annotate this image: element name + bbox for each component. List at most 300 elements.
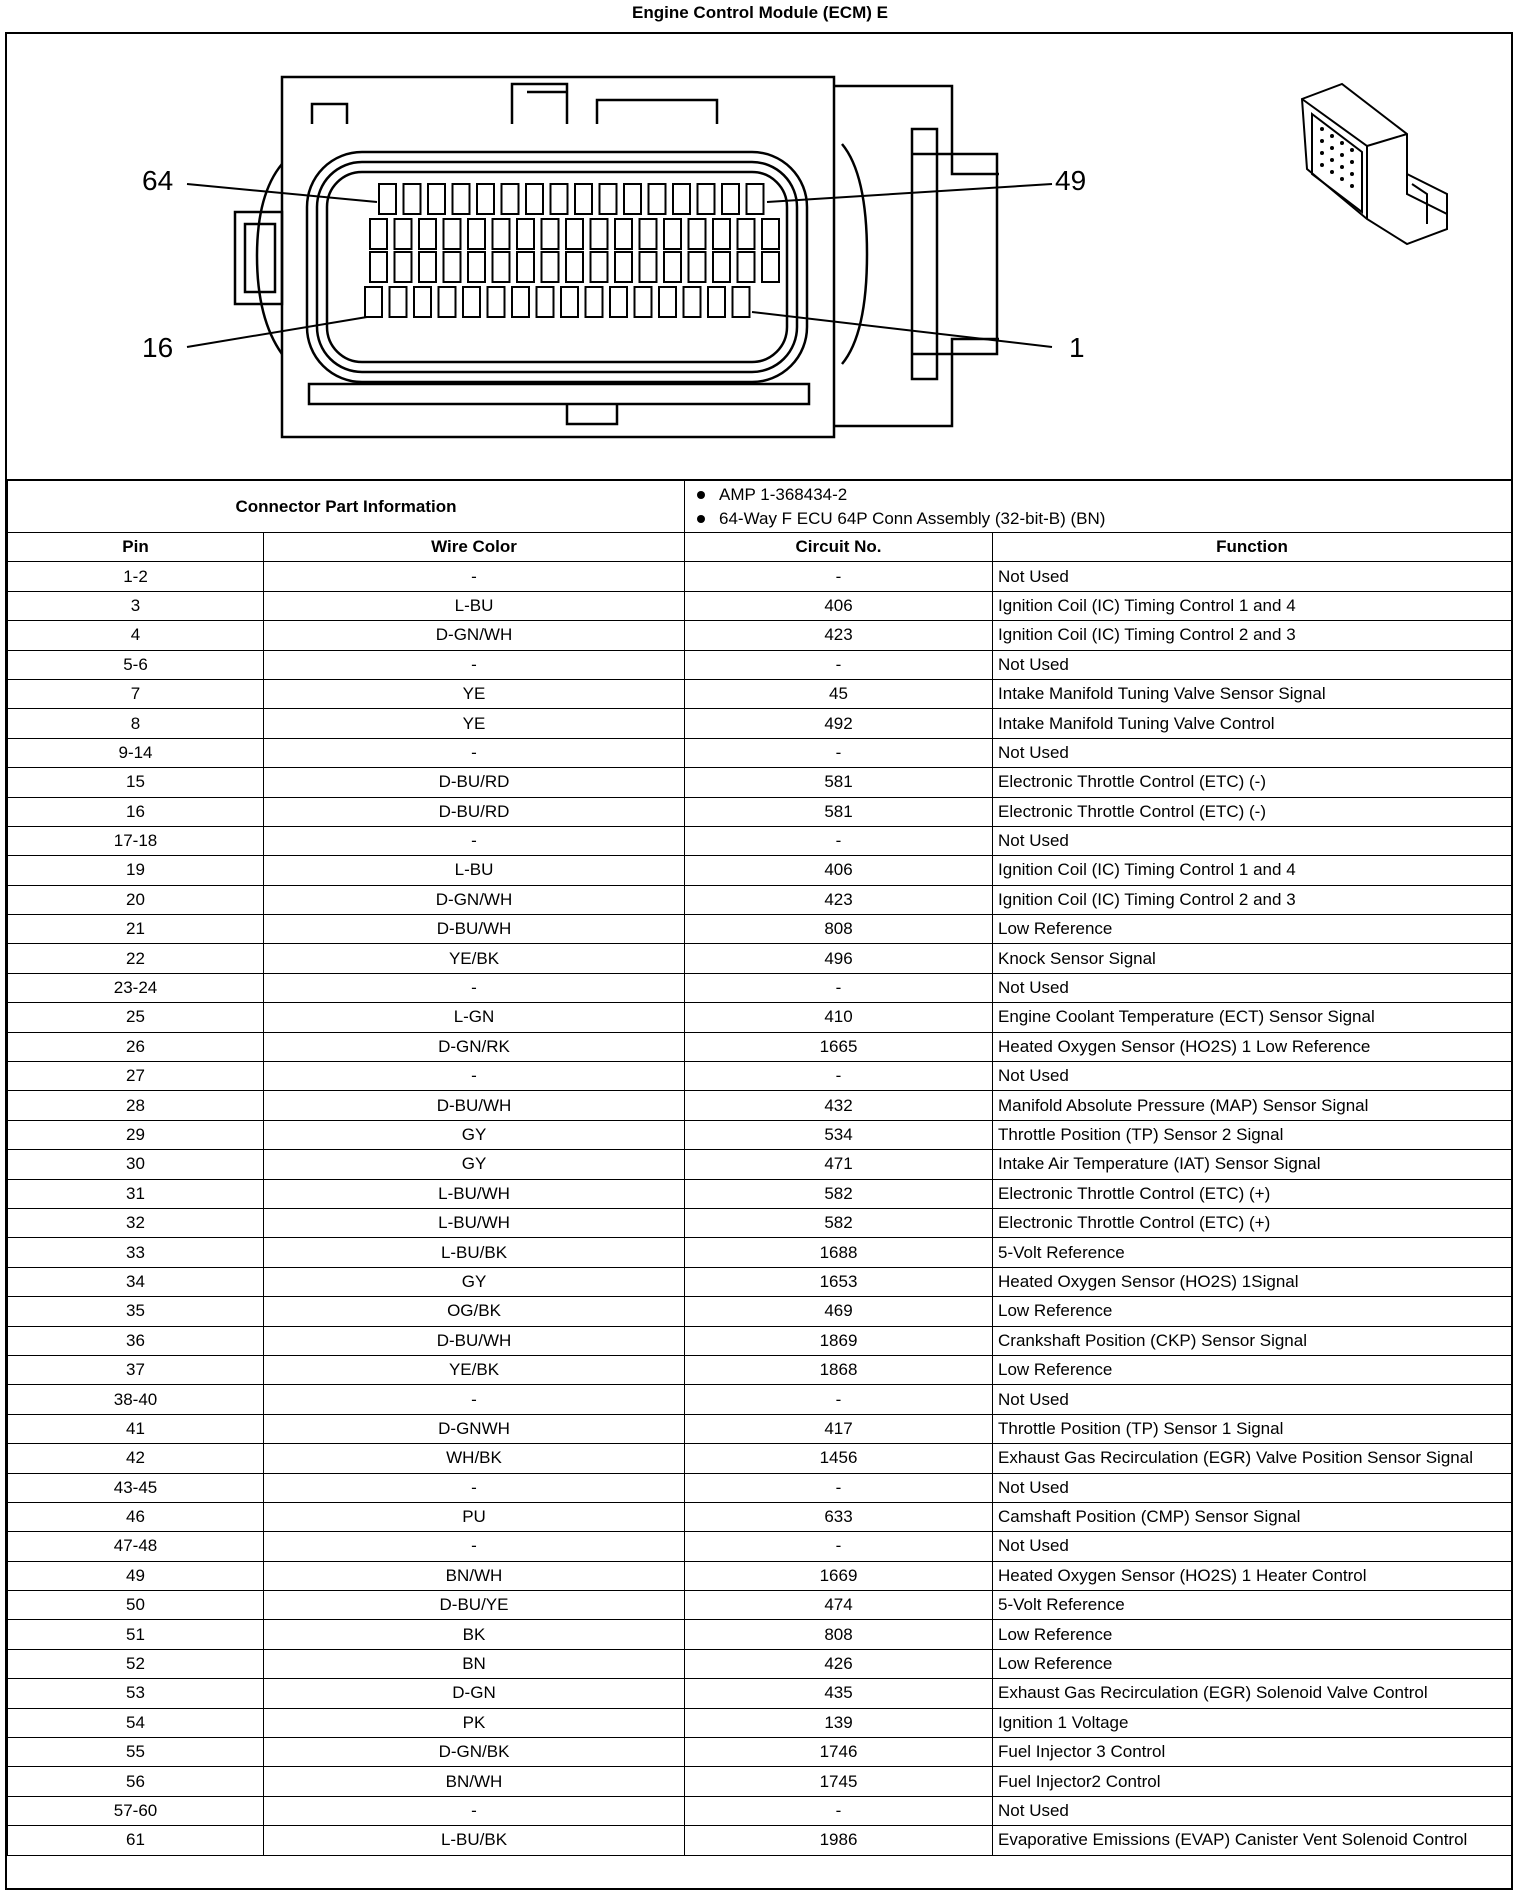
connector-info-item: 64-Way F ECU 64P Conn Assembly (32-bit-B) (BN) <box>697 507 1511 531</box>
pin-cavity <box>600 184 617 214</box>
circuit-cell: 808 <box>685 915 993 944</box>
connector-info-label: Connector Part Information <box>8 481 685 533</box>
function-cell: Not Used <box>993 973 1512 1002</box>
pin-cell: 55 <box>8 1738 264 1767</box>
function-cell: Camshaft Position (CMP) Sensor Signal <box>993 1502 1512 1531</box>
function-cell: Low Reference <box>993 915 1512 944</box>
circuit-cell: 426 <box>685 1649 993 1678</box>
pin-cell: 9-14 <box>8 738 264 767</box>
function-cell: 5-Volt Reference <box>993 1591 1512 1620</box>
circuit-cell: - <box>685 1532 993 1561</box>
table-row <box>8 1062 1512 1091</box>
table-row <box>8 944 1512 973</box>
table-row <box>8 1238 1512 1267</box>
connector-info-item: AMP 1-368434-2 <box>697 483 1511 507</box>
header-function: Function <box>993 533 1512 562</box>
pin-cavity <box>493 219 510 249</box>
function-cell: Intake Air Temperature (IAT) Sensor Signal <box>993 1150 1512 1179</box>
pin-cell: 30 <box>8 1150 264 1179</box>
wire-color-cell: BN/WH <box>264 1767 685 1796</box>
pin-cell: 16 <box>8 797 264 826</box>
wire-color-cell: D-GN/BK <box>264 1738 685 1767</box>
pin-cavity <box>762 219 779 249</box>
function-cell: Ignition Coil (IC) Timing Control 2 and 3 <box>993 885 1512 914</box>
connector-face-drawing <box>7 34 1511 479</box>
pin-cavity <box>395 252 412 282</box>
pin-cavity <box>747 184 764 214</box>
pin-cell: 20 <box>8 885 264 914</box>
connector-iso-thumbnail <box>1302 84 1447 244</box>
pin-cavity <box>713 252 730 282</box>
circuit-cell: 1456 <box>685 1444 993 1473</box>
pin-cavity <box>502 184 519 214</box>
wire-color-cell: GY <box>264 1150 685 1179</box>
table-row <box>8 1767 1512 1796</box>
pin-cell: 53 <box>8 1679 264 1708</box>
connector-diagram <box>7 34 1511 480</box>
wire-color-cell: OG/BK <box>264 1297 685 1326</box>
function-cell: 5-Volt Reference <box>993 1238 1512 1267</box>
pin-cavity <box>370 252 387 282</box>
pin-label-49: 49 <box>1055 165 1087 196</box>
pin-cavity <box>684 287 701 317</box>
pin-cavity <box>537 287 554 317</box>
circuit-cell: 582 <box>685 1179 993 1208</box>
function-cell: Throttle Position (TP) Sensor 1 Signal <box>993 1414 1512 1443</box>
table-row <box>8 1297 1512 1326</box>
table-row <box>8 826 1512 855</box>
pin-cavity <box>512 287 529 317</box>
function-cell: Not Used <box>993 650 1512 679</box>
pin-cavity <box>379 184 396 214</box>
pin-cavity <box>635 287 652 317</box>
pin-cavity <box>395 219 412 249</box>
pin-cell: 31 <box>8 1179 264 1208</box>
pin-cavity <box>453 184 470 214</box>
wire-color-cell: - <box>264 738 685 767</box>
table-row <box>8 1591 1512 1620</box>
function-cell: Not Used <box>993 1062 1512 1091</box>
table-row <box>8 591 1512 620</box>
table-row <box>8 650 1512 679</box>
table-row <box>8 1532 1512 1561</box>
wire-color-cell: BN/WH <box>264 1561 685 1590</box>
wire-color-cell: L-BU/BK <box>264 1826 685 1855</box>
pin-cavity <box>428 184 445 214</box>
function-cell: Electronic Throttle Control (ETC) (-) <box>993 797 1512 826</box>
pin-cavity <box>624 184 641 214</box>
function-cell: Exhaust Gas Recirculation (EGR) Solenoid Valve Control <box>993 1679 1512 1708</box>
circuit-cell: 471 <box>685 1150 993 1179</box>
pin-cell: 36 <box>8 1326 264 1355</box>
pin-cell: 49 <box>8 1561 264 1590</box>
pin-cavity <box>468 252 485 282</box>
circuit-cell: 469 <box>685 1297 993 1326</box>
function-cell: Ignition Coil (IC) Timing Control 1 and 4 <box>993 591 1512 620</box>
pin-cell: 34 <box>8 1267 264 1296</box>
function-cell: Heated Oxygen Sensor (HO2S) 1 Heater Control <box>993 1561 1512 1590</box>
function-cell: Not Used <box>993 1796 1512 1825</box>
pin-cell: 52 <box>8 1649 264 1678</box>
circuit-cell: 492 <box>685 709 993 738</box>
wire-color-cell: - <box>264 973 685 1002</box>
table-row <box>8 1502 1512 1531</box>
circuit-cell: 474 <box>685 1591 993 1620</box>
wire-color-cell: - <box>264 650 685 679</box>
circuit-cell: 139 <box>685 1708 993 1737</box>
header-pin: Pin <box>8 533 264 562</box>
wire-color-cell: - <box>264 826 685 855</box>
circuit-cell: 435 <box>685 1679 993 1708</box>
pin-cell: 38-40 <box>8 1385 264 1414</box>
wire-color-cell: D-BU/RD <box>264 768 685 797</box>
pin-cavity <box>664 219 681 249</box>
function-cell: Crankshaft Position (CKP) Sensor Signal <box>993 1326 1512 1355</box>
pin-cavity <box>370 219 387 249</box>
function-cell: Not Used <box>993 1385 1512 1414</box>
header-circuit: Circuit No. <box>685 533 993 562</box>
function-cell: Low Reference <box>993 1649 1512 1678</box>
pin-cell: 56 <box>8 1767 264 1796</box>
circuit-cell: 1669 <box>685 1561 993 1590</box>
pin-cavity <box>419 252 436 282</box>
wire-color-cell: WH/BK <box>264 1444 685 1473</box>
table-row <box>8 885 1512 914</box>
circuit-cell: 633 <box>685 1502 993 1531</box>
circuit-cell: 1665 <box>685 1032 993 1061</box>
pin-cell: 17-18 <box>8 826 264 855</box>
table-row <box>8 1179 1512 1208</box>
function-cell: Fuel Injector2 Control <box>993 1767 1512 1796</box>
pin-cell: 15 <box>8 768 264 797</box>
pin-table <box>7 480 1512 1856</box>
function-cell: Engine Coolant Temperature (ECT) Sensor Signal <box>993 1003 1512 1032</box>
pin-cell: 50 <box>8 1591 264 1620</box>
pin-cell: 35 <box>8 1297 264 1326</box>
pin-cavity <box>698 184 715 214</box>
circuit-cell: 1868 <box>685 1355 993 1384</box>
pin-cell: 22 <box>8 944 264 973</box>
wire-color-cell: D-GN/RK <box>264 1032 685 1061</box>
pin-cavity <box>659 287 676 317</box>
pin-cavity <box>419 219 436 249</box>
function-cell: Not Used <box>993 738 1512 767</box>
function-cell: Knock Sensor Signal <box>993 944 1512 973</box>
table-row <box>8 797 1512 826</box>
circuit-cell: 582 <box>685 1208 993 1237</box>
pin-cavity-grid <box>365 184 779 317</box>
pin-cavity <box>708 287 725 317</box>
function-cell: Intake Manifold Tuning Valve Sensor Signal <box>993 679 1512 708</box>
wire-color-cell: L-BU <box>264 591 685 620</box>
pin-cell: 57-60 <box>8 1796 264 1825</box>
bullet-icon <box>697 491 705 499</box>
pin-cell: 21 <box>8 915 264 944</box>
circuit-cell: - <box>685 1385 993 1414</box>
circuit-cell: 1986 <box>685 1826 993 1855</box>
pin-cavity <box>542 252 559 282</box>
pin-cavity <box>468 219 485 249</box>
wire-color-cell: D-BU/RD <box>264 797 685 826</box>
pin-cavity <box>390 287 407 317</box>
circuit-cell: 1688 <box>685 1238 993 1267</box>
wire-color-cell: D-GN/WH <box>264 621 685 650</box>
pin-cavity <box>542 219 559 249</box>
function-cell: Intake Manifold Tuning Valve Control <box>993 709 1512 738</box>
table-row <box>8 1355 1512 1384</box>
pin-cavity <box>575 184 592 214</box>
circuit-cell: - <box>685 738 993 767</box>
pin-cavity <box>733 287 750 317</box>
wire-color-cell: GY <box>264 1120 685 1149</box>
circuit-cell: 1745 <box>685 1767 993 1796</box>
pin-cell: 41 <box>8 1414 264 1443</box>
wire-color-cell: PK <box>264 1708 685 1737</box>
pin-rows <box>8 562 1512 1855</box>
circuit-cell: - <box>685 973 993 1002</box>
pin-cavity <box>463 287 480 317</box>
wire-color-cell: D-BU/WH <box>264 915 685 944</box>
circuit-cell: 496 <box>685 944 993 973</box>
pin-cell: 61 <box>8 1826 264 1855</box>
pin-cell: 28 <box>8 1091 264 1120</box>
circuit-cell: - <box>685 826 993 855</box>
table-row <box>8 621 1512 650</box>
wire-color-cell: GY <box>264 1267 685 1296</box>
pin-cell: 33 <box>8 1238 264 1267</box>
circuit-cell: 423 <box>685 885 993 914</box>
pin-cavity <box>738 219 755 249</box>
table-row <box>8 1267 1512 1296</box>
pin-cell: 26 <box>8 1032 264 1061</box>
function-cell: Ignition 1 Voltage <box>993 1708 1512 1737</box>
pin-cell: 37 <box>8 1355 264 1384</box>
pin-cell: 4 <box>8 621 264 650</box>
wire-color-cell: - <box>264 1532 685 1561</box>
pin-cavity <box>738 252 755 282</box>
pin-cell: 27 <box>8 1062 264 1091</box>
wire-color-cell: L-BU/WH <box>264 1208 685 1237</box>
wire-color-cell: YE <box>264 679 685 708</box>
function-cell: Exhaust Gas Recirculation (EGR) Valve Position Sensor Signal <box>993 1444 1512 1473</box>
table-row <box>8 1620 1512 1649</box>
circuit-cell: - <box>685 1796 993 1825</box>
circuit-cell: 45 <box>685 679 993 708</box>
pin-cell: 7 <box>8 679 264 708</box>
table-row <box>8 1326 1512 1355</box>
pin-cavity <box>439 287 456 317</box>
circuit-cell: 1869 <box>685 1326 993 1355</box>
pin-cell: 1-2 <box>8 562 264 591</box>
table-row <box>8 1649 1512 1678</box>
function-cell: Not Used <box>993 826 1512 855</box>
pin-cavity <box>664 252 681 282</box>
table-row <box>8 1032 1512 1061</box>
table-row <box>8 1561 1512 1590</box>
pin-cavity <box>610 287 627 317</box>
table-row <box>8 1679 1512 1708</box>
circuit-cell: 534 <box>685 1120 993 1149</box>
document-title: Engine Control Module (ECM) E <box>632 3 888 22</box>
circuit-cell: - <box>685 650 993 679</box>
pin-cavity <box>713 219 730 249</box>
table-row <box>8 709 1512 738</box>
function-cell: Low Reference <box>993 1620 1512 1649</box>
pin-cavity <box>517 219 534 249</box>
circuit-cell: 432 <box>685 1091 993 1120</box>
wire-color-cell: BK <box>264 1620 685 1649</box>
wire-color-cell: D-GN/WH <box>264 885 685 914</box>
table-row <box>8 1738 1512 1767</box>
pin-cavity <box>551 184 568 214</box>
pin-cell: 32 <box>8 1208 264 1237</box>
pin-cavity <box>517 252 534 282</box>
table-row <box>8 1444 1512 1473</box>
table-row <box>8 1120 1512 1149</box>
circuit-cell: 808 <box>685 1620 993 1649</box>
table-header-row <box>8 533 1512 562</box>
pin-cavity <box>762 252 779 282</box>
wire-color-cell: L-BU/BK <box>264 1238 685 1267</box>
function-cell: Not Used <box>993 562 1512 591</box>
wire-color-cell: L-BU/WH <box>264 1179 685 1208</box>
pin-cavity <box>444 252 461 282</box>
pin-cavity <box>673 184 690 214</box>
pin-cavity <box>444 219 461 249</box>
function-cell: Not Used <box>993 1473 1512 1502</box>
pin-cell: 5-6 <box>8 650 264 679</box>
circuit-cell: 410 <box>685 1003 993 1032</box>
table-row <box>8 679 1512 708</box>
pin-cell: 51 <box>8 1620 264 1649</box>
function-cell: Manifold Absolute Pressure (MAP) Sensor Signal <box>993 1091 1512 1120</box>
header-wire-color: Wire Color <box>264 533 685 562</box>
wire-color-cell: - <box>264 1473 685 1502</box>
circuit-cell: 417 <box>685 1414 993 1443</box>
function-cell: Heated Oxygen Sensor (HO2S) 1 Low Reference <box>993 1032 1512 1061</box>
circuit-cell: 406 <box>685 591 993 620</box>
function-cell: Throttle Position (TP) Sensor 2 Signal <box>993 1120 1512 1149</box>
pin-cavity <box>365 287 382 317</box>
wire-color-cell: YE/BK <box>264 944 685 973</box>
circuit-cell: 581 <box>685 768 993 797</box>
pin-cavity <box>488 287 505 317</box>
function-cell: Electronic Throttle Control (ETC) (-) <box>993 768 1512 797</box>
pin-cavity <box>493 252 510 282</box>
pin-label-64: 64 <box>142 165 174 196</box>
function-cell: Evaporative Emissions (EVAP) Canister Vent Solenoid Control <box>993 1826 1512 1855</box>
pin-cavity <box>561 287 578 317</box>
table-row <box>8 1708 1512 1737</box>
pin-cavity <box>477 184 494 214</box>
wire-color-cell: L-GN <box>264 1003 685 1032</box>
pin-cavity <box>414 287 431 317</box>
wire-color-cell: D-BU/YE <box>264 1591 685 1620</box>
function-cell: Fuel Injector 3 Control <box>993 1738 1512 1767</box>
circuit-cell: 406 <box>685 856 993 885</box>
pin-cell: 54 <box>8 1708 264 1737</box>
connector-info-list <box>685 481 1512 533</box>
table-row <box>8 768 1512 797</box>
circuit-cell: 581 <box>685 797 993 826</box>
table-row <box>8 1796 1512 1825</box>
wire-color-cell: D-GN <box>264 1679 685 1708</box>
wire-color-cell: PU <box>264 1502 685 1531</box>
table-row <box>8 738 1512 767</box>
pin-cavity <box>689 252 706 282</box>
pin-label-1: 1 <box>1069 332 1085 363</box>
table-row <box>8 1385 1512 1414</box>
connector-sheet <box>5 32 1513 1890</box>
bullet-icon <box>697 515 705 523</box>
function-cell: Ignition Coil (IC) Timing Control 2 and 3 <box>993 621 1512 650</box>
pin-cavity <box>586 287 603 317</box>
circuit-cell: - <box>685 562 993 591</box>
pin-cavity <box>615 252 632 282</box>
wire-color-cell: D-BU/WH <box>264 1326 685 1355</box>
function-cell: Low Reference <box>993 1297 1512 1326</box>
wire-color-cell: YE <box>264 709 685 738</box>
function-cell: Electronic Throttle Control (ETC) (+) <box>993 1179 1512 1208</box>
table-row <box>8 973 1512 1002</box>
pin-cell: 19 <box>8 856 264 885</box>
function-cell: Low Reference <box>993 1355 1512 1384</box>
pin-cavity <box>649 184 666 214</box>
wire-color-cell: - <box>264 562 685 591</box>
wire-color-cell: YE/BK <box>264 1355 685 1384</box>
wire-color-cell: BN <box>264 1649 685 1678</box>
table-row <box>8 915 1512 944</box>
table-row <box>8 562 1512 591</box>
pin-cavity <box>591 219 608 249</box>
table-row <box>8 1414 1512 1443</box>
wire-color-cell: - <box>264 1385 685 1414</box>
function-cell: Not Used <box>993 1532 1512 1561</box>
pin-cell: 47-48 <box>8 1532 264 1561</box>
circuit-cell: - <box>685 1062 993 1091</box>
circuit-cell: 1746 <box>685 1738 993 1767</box>
pin-cavity <box>640 252 657 282</box>
pin-cavity <box>591 252 608 282</box>
table-row <box>8 1150 1512 1179</box>
circuit-cell: 1653 <box>685 1267 993 1296</box>
circuit-cell: 423 <box>685 621 993 650</box>
table-row <box>8 1473 1512 1502</box>
pin-cavity <box>566 219 583 249</box>
function-cell: Heated Oxygen Sensor (HO2S) 1Signal <box>993 1267 1512 1296</box>
pin-cell: 3 <box>8 591 264 620</box>
pin-label-16: 16 <box>142 332 174 363</box>
pin-cavity <box>404 184 421 214</box>
table-row <box>8 1208 1512 1237</box>
pin-cell: 42 <box>8 1444 264 1473</box>
pin-cell: 23-24 <box>8 973 264 1002</box>
table-row <box>8 856 1512 885</box>
pin-cell: 43-45 <box>8 1473 264 1502</box>
table-row <box>8 1003 1512 1032</box>
pin-cell: 25 <box>8 1003 264 1032</box>
pin-cell: 29 <box>8 1120 264 1149</box>
pin-cavity <box>722 184 739 214</box>
pin-cavity <box>615 219 632 249</box>
circuit-cell: - <box>685 1473 993 1502</box>
pin-cell: 46 <box>8 1502 264 1531</box>
wire-color-cell: D-GNWH <box>264 1414 685 1443</box>
wire-color-cell: L-BU <box>264 856 685 885</box>
connector-info-row <box>8 481 1512 533</box>
wire-color-cell: - <box>264 1062 685 1091</box>
pin-cavity <box>566 252 583 282</box>
